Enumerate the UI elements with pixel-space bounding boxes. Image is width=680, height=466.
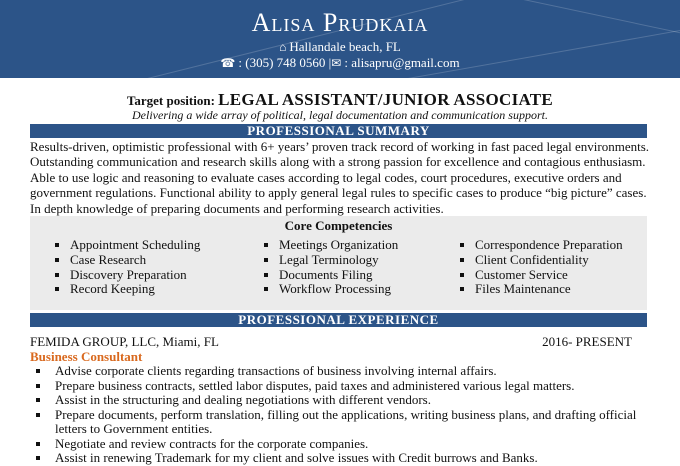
competency-item: Workflow Processing bbox=[264, 282, 398, 297]
competency-item: Client Confidentiality bbox=[460, 253, 623, 268]
competencies-title: Core Competencies bbox=[284, 218, 393, 233]
target-label: Target position: bbox=[126, 93, 215, 108]
summary-line: government regulations. Functional ability to apply general legal rules to specific cases to produce “big picture” cases. bbox=[30, 185, 647, 201]
duty-item: Assist in renewing Trademark for my client and solve issues with Credit burrows and Banks. bbox=[30, 451, 640, 466]
competency-item: Discovery Preparation bbox=[55, 268, 200, 283]
core-competencies-box bbox=[30, 216, 647, 310]
job-company: FEMIDA GROUP, LLC, Miami, FL bbox=[30, 334, 219, 349]
competency-item: Files Maintenance bbox=[460, 282, 623, 297]
target-value: LEGAL ASSISTANT/JUNIOR ASSOCIATE bbox=[218, 90, 554, 109]
phone-text: : (305) 748 0560 bbox=[238, 55, 326, 70]
competency-item: Record Keeping bbox=[55, 282, 200, 297]
tagline: Delivering a wide array of political, legal documentation and communication support. bbox=[132, 108, 548, 122]
competency-column bbox=[460, 238, 623, 297]
competency-item: Documents Filing bbox=[264, 268, 398, 283]
job-title: Business Consultant bbox=[30, 349, 143, 364]
job-dates: 2016- PRESENT bbox=[542, 334, 632, 349]
summary-line: In depth knowledge of preparing documents and performing research activities. bbox=[30, 200, 444, 216]
contact-line bbox=[0, 55, 680, 71]
competency-item: Case Research bbox=[55, 253, 200, 268]
phone-icon: ☎ bbox=[220, 56, 236, 70]
competency-item: Legal Terminology bbox=[264, 253, 398, 268]
mail-icon: ✉ bbox=[331, 56, 342, 70]
duty-item: Advise corporate clients regarding transactions of business involving internal affairs. bbox=[30, 364, 640, 379]
summary-line: Able to use logic and reasoning to evaluate cases according to legal codes, court procedures, executive orders and bbox=[30, 169, 622, 185]
competency-item: Customer Service bbox=[460, 268, 623, 283]
home-icon: ⌂ bbox=[279, 40, 287, 54]
contact-separator: | bbox=[328, 55, 332, 70]
experience-heading: PROFESSIONAL EXPERIENCE bbox=[30, 313, 647, 327]
header-banner bbox=[0, 0, 680, 78]
location-line bbox=[0, 39, 680, 55]
competency-item: Meetings Organization bbox=[264, 238, 398, 253]
duty-item: Prepare business contracts, settled labor disputes, paid taxes and administered various legal matters. bbox=[30, 379, 640, 394]
candidate-name: Alisa Prudkaia bbox=[251, 8, 429, 37]
duty-item: Prepare documents, perform translation, filling out the applications, writing business plans, and drafting official letters to Government entities. bbox=[30, 408, 640, 437]
email-text: : alisapru@gmail.com bbox=[344, 55, 460, 70]
target-position bbox=[0, 90, 680, 110]
competency-item: Correspondence Preparation bbox=[460, 238, 623, 253]
summary-text bbox=[30, 139, 660, 216]
duty-item: Assist in the structuring and dealing negotiations with different vendors. bbox=[30, 393, 640, 408]
competency-column bbox=[55, 238, 200, 297]
summary-line: Results-driven, optimistic professional with 6+ years’ proven track record of working in fast paced legal environments. bbox=[30, 139, 650, 154]
location-text: Hallandale beach, FL bbox=[289, 39, 401, 54]
duty-item: Negotiate and review contracts for the corporate companies. bbox=[30, 437, 640, 452]
summary-heading: PROFESSIONAL SUMMARY bbox=[30, 124, 647, 138]
competency-column bbox=[264, 238, 398, 297]
competency-item: Appointment Scheduling bbox=[55, 238, 200, 253]
job-duties-list bbox=[30, 364, 640, 466]
summary-line: Outstanding communication and research skills along with a strong passion for excellence and contagious enthusiasm. bbox=[30, 154, 646, 170]
